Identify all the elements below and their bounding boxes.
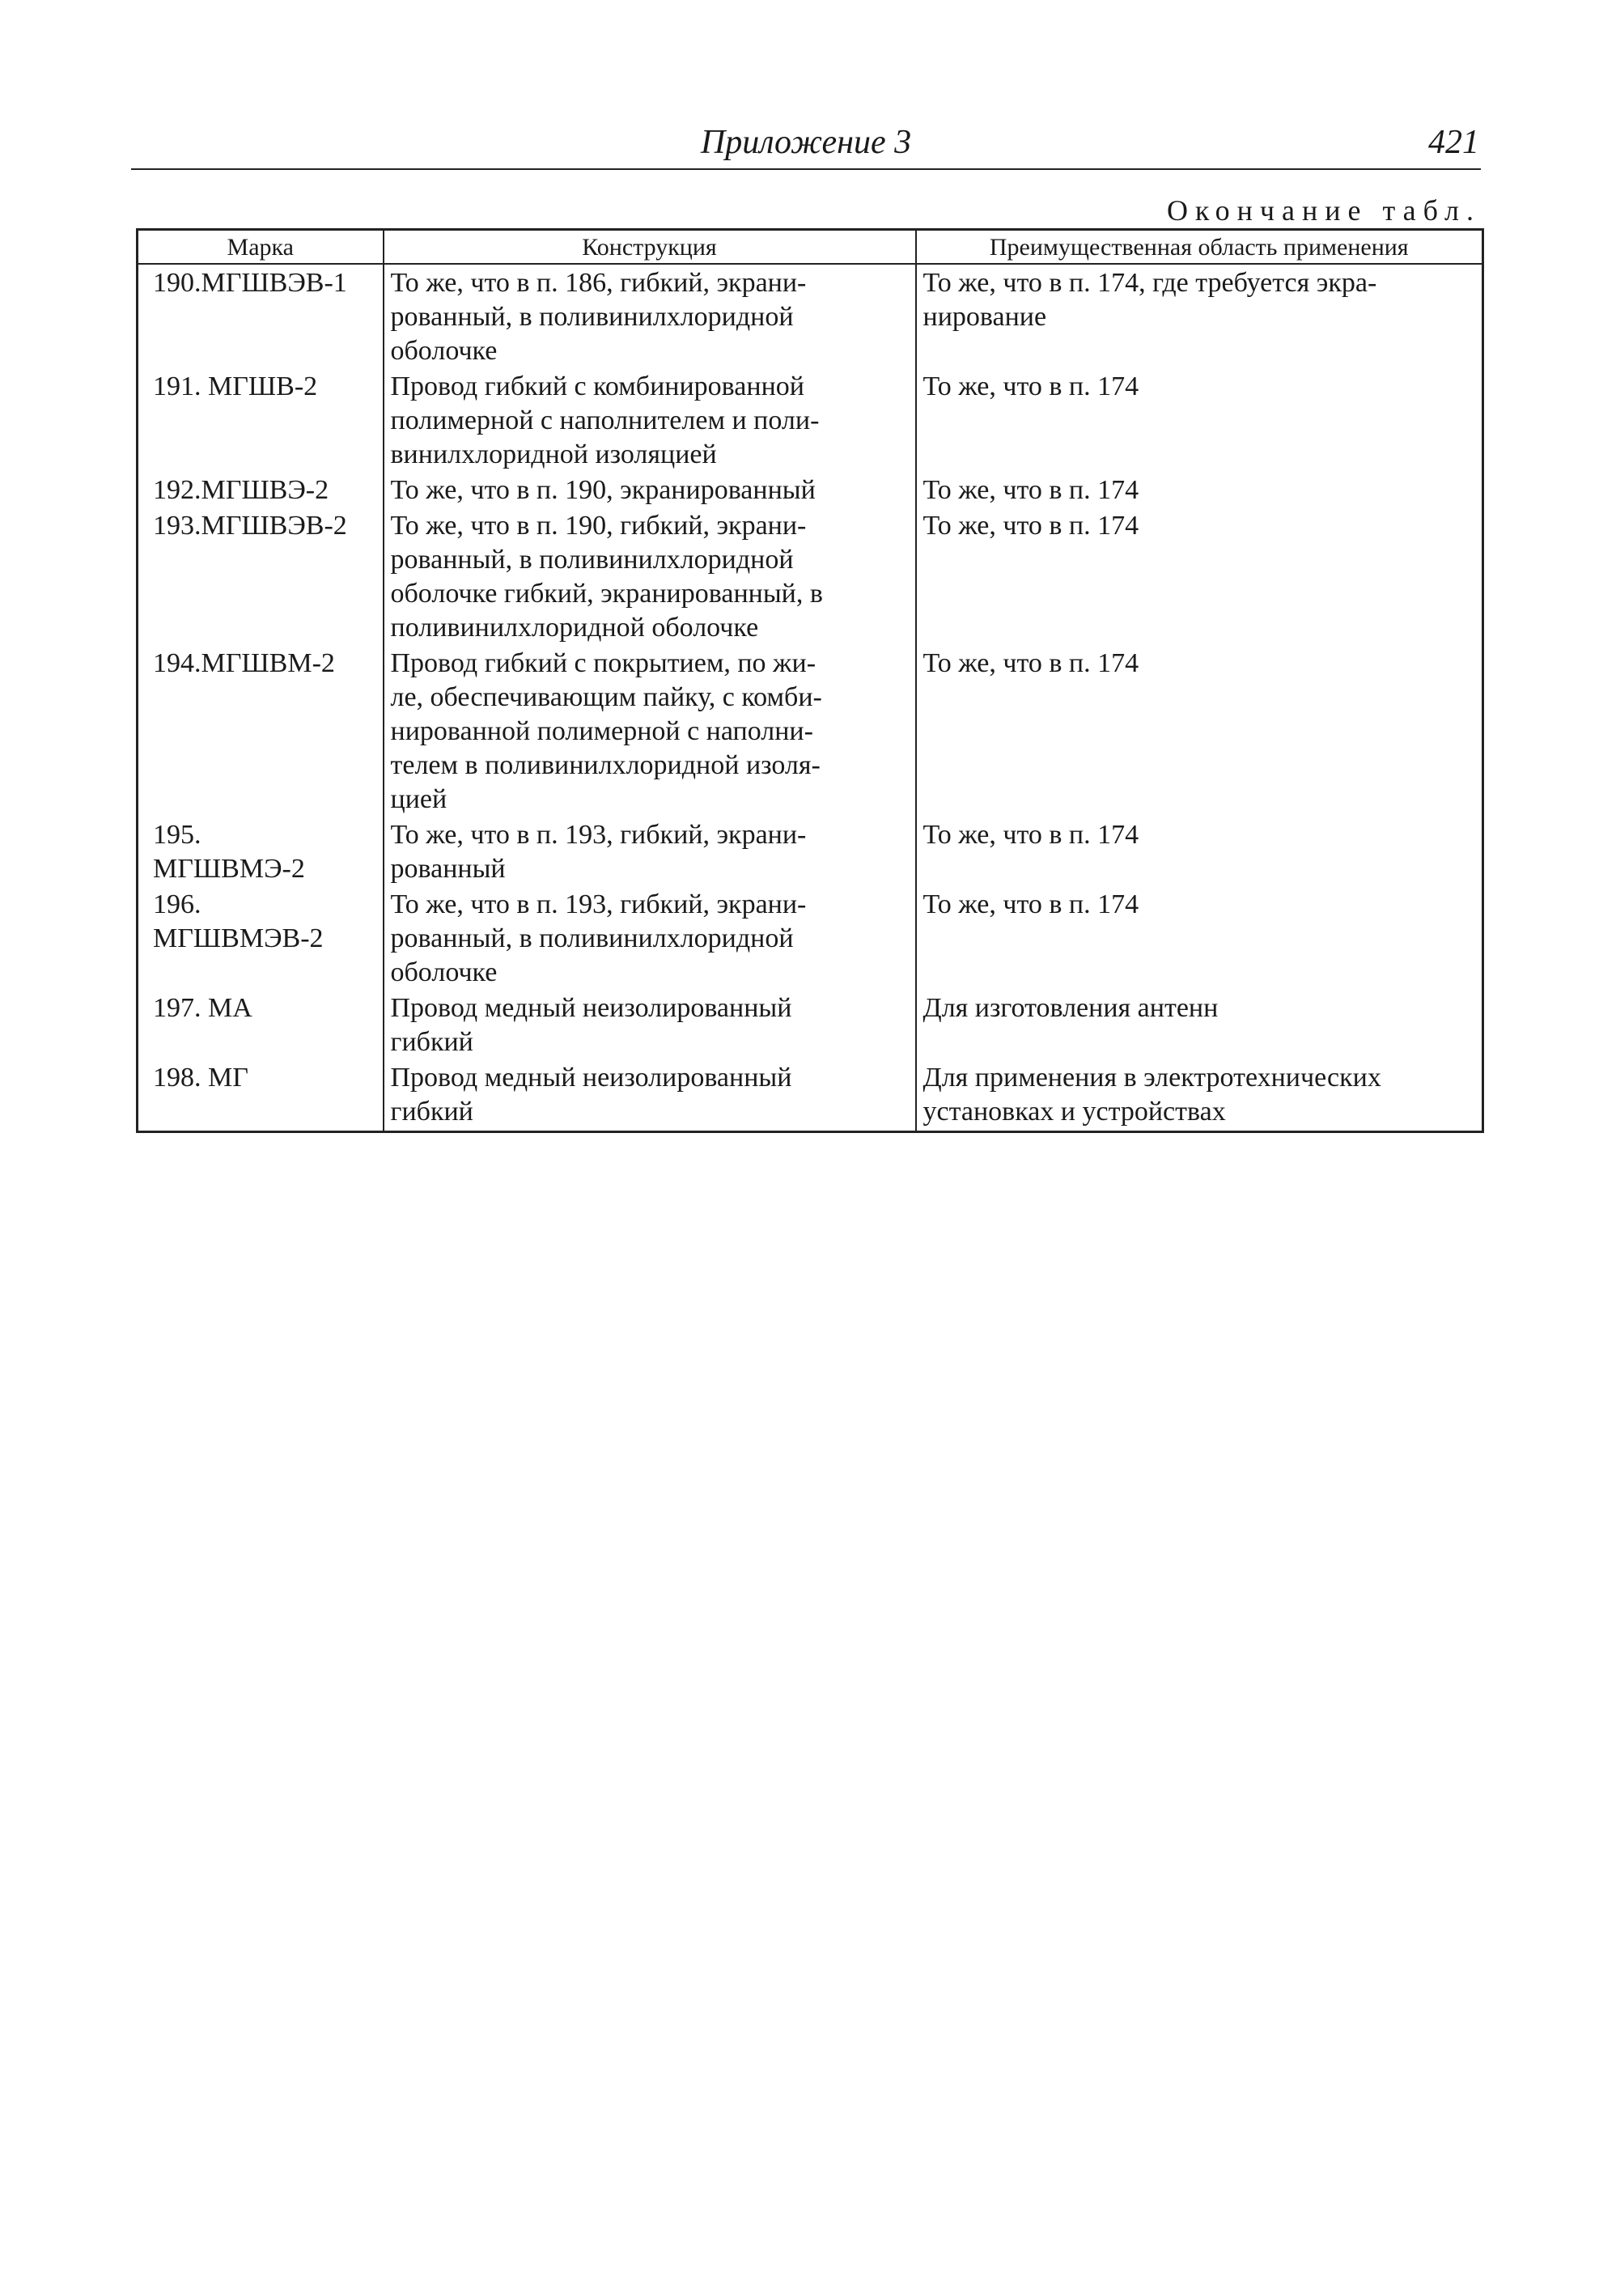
construction-cell-line: То же, что в п. 190, экранированный	[390, 475, 816, 505]
construction-cell-line: гибкий	[390, 1027, 473, 1057]
brand-cell-line: 193.МГШВЭВ-2	[153, 511, 347, 541]
construction-cell-line: нированной полимерной с наполни-	[390, 716, 813, 746]
application-cell-line: установках и устройствах	[922, 1097, 1226, 1127]
construction-cell-line: То же, что в п. 193, гибкий, экрани-	[390, 820, 807, 850]
construction-cell-line: оболочке	[390, 957, 498, 987]
construction-cell-line: полимерной с наполнителем и поли-	[390, 405, 820, 435]
construction-cell-line: Провод медный неизолированный	[390, 1063, 792, 1093]
table-body	[138, 264, 1483, 1132]
running-title: Приложение 3	[700, 124, 912, 161]
construction-cell-line: То же, что в п. 186, гибкий, экрани-	[390, 268, 807, 298]
construction-cell-line: поливинилхлоридной оболочке	[390, 613, 759, 643]
construction-cell-line: Провод гибкий с покрытием, по жи-	[390, 648, 816, 678]
table-row	[138, 991, 1483, 1061]
brand-cell	[138, 818, 384, 888]
brand-cell-line: МГШВМЭВ-2	[153, 923, 324, 953]
brand-cell	[138, 473, 384, 509]
wire-specification-table	[136, 228, 1484, 1133]
application-cell	[916, 888, 1483, 991]
brand-cell	[138, 370, 384, 473]
application-cell-line: То же, что в п. 174	[922, 820, 1139, 850]
application-cell-line: То же, что в п. 174	[922, 889, 1139, 919]
brand-cell-line: 195.	[153, 820, 201, 850]
construction-cell-line: телем в поливинилхлоридной изоля-	[390, 750, 821, 780]
brand-cell-line: 194.МГШВМ-2	[153, 648, 335, 678]
application-cell-line: нирование	[922, 302, 1047, 332]
application-cell-line: То же, что в п. 174	[922, 475, 1139, 505]
brand-cell-line: 191. МГШВ-2	[153, 371, 318, 401]
column-header-application: Преимущественная область применения	[916, 230, 1483, 265]
construction-cell-line: рованный, в поливинилхлоридной	[390, 923, 794, 953]
table-row	[138, 509, 1483, 647]
construction-cell-line: Провод гибкий с комбинированной	[390, 371, 804, 401]
table-row	[138, 1061, 1483, 1132]
application-cell-line: То же, что в п. 174	[922, 648, 1139, 678]
brand-cell-line: 190.МГШВЭВ-1	[153, 268, 347, 298]
table-header-row	[138, 230, 1483, 265]
column-header-construction: Конструкция	[384, 230, 916, 265]
table-row	[138, 370, 1483, 473]
page-number: 421	[1428, 124, 1479, 161]
brand-cell-line: 198. МГ	[153, 1063, 248, 1093]
page-header	[131, 120, 1481, 170]
brand-cell	[138, 888, 384, 991]
construction-cell	[384, 888, 916, 991]
construction-cell	[384, 991, 916, 1061]
application-cell-line: То же, что в п. 174	[922, 371, 1139, 401]
construction-cell-line: оболочке гибкий, экранированный, в	[390, 579, 823, 609]
application-cell-line: То же, что в п. 174, где требуется экра-	[922, 268, 1377, 298]
application-cell	[916, 818, 1483, 888]
construction-cell-line: ле, обеспечивающим пайку, с комби-	[390, 682, 822, 712]
column-header-brand: Марка	[138, 230, 384, 265]
brand-cell	[138, 647, 384, 818]
table-row	[138, 264, 1483, 370]
construction-cell-line: То же, что в п. 190, гибкий, экрани-	[390, 511, 807, 541]
application-cell	[916, 647, 1483, 818]
table-row	[138, 647, 1483, 818]
construction-cell	[384, 264, 916, 370]
brand-cell	[138, 1061, 384, 1132]
application-cell	[916, 509, 1483, 647]
construction-cell-line: винилхлоридной изоляцией	[390, 439, 717, 469]
construction-cell	[384, 647, 916, 818]
table-row	[138, 473, 1483, 509]
brand-cell-line: МГШВМЭ-2	[153, 854, 305, 884]
brand-cell-line: 196.	[153, 889, 201, 919]
application-cell	[916, 264, 1483, 370]
table-caption: Окончание табл.	[1166, 194, 1481, 227]
application-cell	[916, 1061, 1483, 1132]
brand-cell	[138, 509, 384, 647]
brand-cell	[138, 264, 384, 370]
construction-cell-line: рованный	[390, 854, 506, 884]
construction-cell	[384, 473, 916, 509]
construction-cell-line: То же, что в п. 193, гибкий, экрани-	[390, 889, 807, 919]
application-cell-line: То же, что в п. 174	[922, 511, 1139, 541]
construction-cell	[384, 818, 916, 888]
construction-cell-line: гибкий	[390, 1097, 473, 1127]
table-row	[138, 818, 1483, 888]
construction-cell-line: рованный, в поливинилхлоридной	[390, 302, 794, 332]
construction-cell-line: Провод медный неизолированный	[390, 993, 792, 1023]
brand-cell	[138, 991, 384, 1061]
application-cell	[916, 473, 1483, 509]
construction-cell	[384, 509, 916, 647]
application-cell-line: Для изготовления антенн	[922, 993, 1219, 1023]
construction-cell-line: рованный, в поливинилхлоридной	[390, 545, 794, 575]
application-cell	[916, 370, 1483, 473]
application-cell-line: Для применения в электротехнических	[922, 1063, 1381, 1093]
construction-cell-line: оболочке	[390, 336, 498, 366]
table-row	[138, 888, 1483, 991]
construction-cell	[384, 1061, 916, 1132]
construction-cell-line: цией	[390, 784, 447, 814]
brand-cell-line: 197. МА	[153, 993, 252, 1023]
construction-cell	[384, 370, 916, 473]
brand-cell-line: 192.МГШВЭ-2	[153, 475, 329, 505]
application-cell	[916, 991, 1483, 1061]
